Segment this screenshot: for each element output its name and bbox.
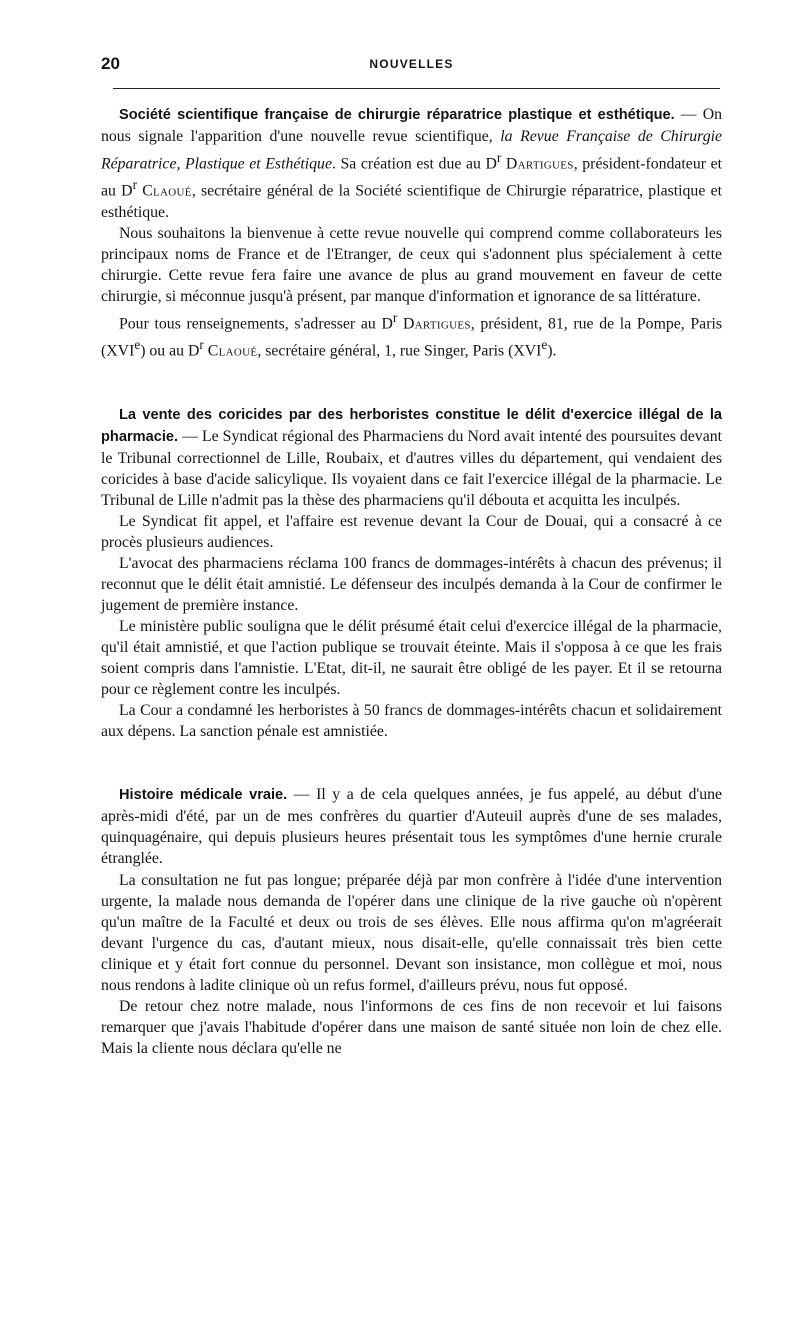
section-gap [101,742,722,784]
person-name: Dartigues [505,155,574,173]
page-number: 20 [101,54,120,73]
person-name: Claoué [142,182,192,200]
superscript: r [199,337,204,353]
text-run: ). [547,342,557,360]
superscript: r [132,177,137,193]
journal-title: la Revue Française de Chirurgie Réparatrice, Plastique et Esthétique [101,128,723,173]
section-gap [101,362,722,404]
superscript: e [541,337,548,353]
section-3-paragraph-3: De retour chez notre malade, nous l'informons de ces fins de non recevoir et lui faisons remarquer que j'avais l'habitude d'opérer dans une maison de santé située non loin de chez elle. Mais la cliente nous déclara qu'elle ne [101,997,722,1057]
text-run: , président, 81, rue de la Pompe, Paris (XVI [101,315,722,360]
section-1-paragraph-1 [101,104,722,223]
section-2-paragraph-5: La Cour a condamné les herboristes à 50 francs de dommages-intérêts chacun et solidairement aux dépens. La sanction pénale est amnistiée. [101,702,722,741]
text-run: ) ou au D [140,342,200,360]
section-3-heading: Histoire médicale vraie. [119,787,288,804]
text-run: — Le Syndicat régional des Pharmaciens du Nord avait intenté des poursuites devant le Tribunal correctionnel de Lille, Roubaix, et d'autres villes du département, qui vendaient des coricides à base d'acide salicylique. Ils voyaient dans ce fait l'exercice illégal de la pharmacie. Le Tribunal de Lille n'admit pas la thèse des pharmaciens qu'il débouta et acquitta les inculpés. [101,427,722,509]
article-body [101,104,722,1059]
text-run: , secrétaire général, 1, rue Singer, Paris (XVI [257,342,542,360]
superscript: r [392,309,398,325]
section-2-paragraph-4: Le ministère public souligna que le délit présumé était celui d'exercice illégal de la pharmacie, qu'il était amnistié, et que l'action publique se trouvait éteinte. Mais il s'opposa à ce que les frais soient compris dans l'amnistie. L'Etat, dit-il, ne saurait être obligé de les payer. Et il se retourna pour ce règlement contre les inculpés. [101,618,722,699]
text-run: , secrétaire général de la Société scientifique de Chirurgie réparatrice, plastique et esthétique. [101,182,722,221]
person-name: Dartigues [402,315,471,333]
person-name: Claoué [207,342,258,360]
section-2-paragraph-3: L'avocat des pharmaciens réclama 100 francs de dommages-intérêts à chacun des prévenus; il reconnut que le délit était amnistié. Le défenseur des inculpés demanda à la Cour de confirmer le jugement de première instance. [101,554,722,614]
section-2-paragraph-1 [101,404,722,511]
superscript: e [134,337,141,353]
section-3-paragraph-2: La consultation ne fut pas longue; préparée déjà par mon confrère à l'idée d'une intervention urgente, la malade nous demanda de l'opérer dans une clinique de la rive gauche où n'opèrent qu'un maître de la Faculté et deux ou trois de ses élèves. Elle nous affirma qu'on m'agréerait devant l'urgence du cas, d'autant mieux, nous disait-elle, qu'elle connaissait très bien cette clinique et y était fort connue du personnel. Devant son insistance, mon collègue et moi, nous nous rendons à ladite clinique où un refus formel, d'ailleurs prévu, nous fut opposé. [101,871,722,994]
superscript: r [496,150,502,166]
section-1-paragraph-3 [101,307,722,362]
page-header [101,54,722,78]
section-3-paragraph-1 [101,784,722,869]
section-2-heading: La vente des coricides par des herboristes constitue le délit d'exercice illégal de la pharmacie. [101,406,722,445]
text-run: — Il y a de cela quelques années, je fus appelé, au début d'une après-midi d'été, par un de mes confrères du quartier d'Auteuil auprès d'une de ses malades, quinquagénaire, qui depuis plusieurs heures présentait tous les symptômes d'une hernie crurale étranglée. [101,786,722,868]
text-run: . Sa création est due au D [331,155,497,173]
text-run: Pour tous renseignements, s'adresser au D [119,315,393,333]
section-1-heading: Société scientifique française de chirurgie réparatrice plastique et esthétique. [119,107,675,123]
header-rule [113,88,720,89]
section-1-paragraph-2: Nous souhaitons la bienvenue à cette revue nouvelle qui comprend comme collaborateurs les principaux noms de France et de l'Etranger, de ceux qui s'adonnent plus spécialement à cette chirurgie. Cette revue fera faire une avance de plus au grand mouvement en faveur de cette chirurgie, si méconnue jusqu'à présent, par manque d'information et ignorance de sa littérature. [101,224,722,305]
text-run: , président-fondateur et au D [101,155,722,200]
section-2-paragraph-2: Le Syndicat fit appel, et l'affaire est revenue devant la Cour de Douai, qui a consacré à ce procès plusieurs audiences. [101,512,722,551]
running-title: NOUVELLES [369,57,454,71]
text-run: — On nous signale l'apparition d'une nouvelle revue scientifique, [101,106,722,146]
